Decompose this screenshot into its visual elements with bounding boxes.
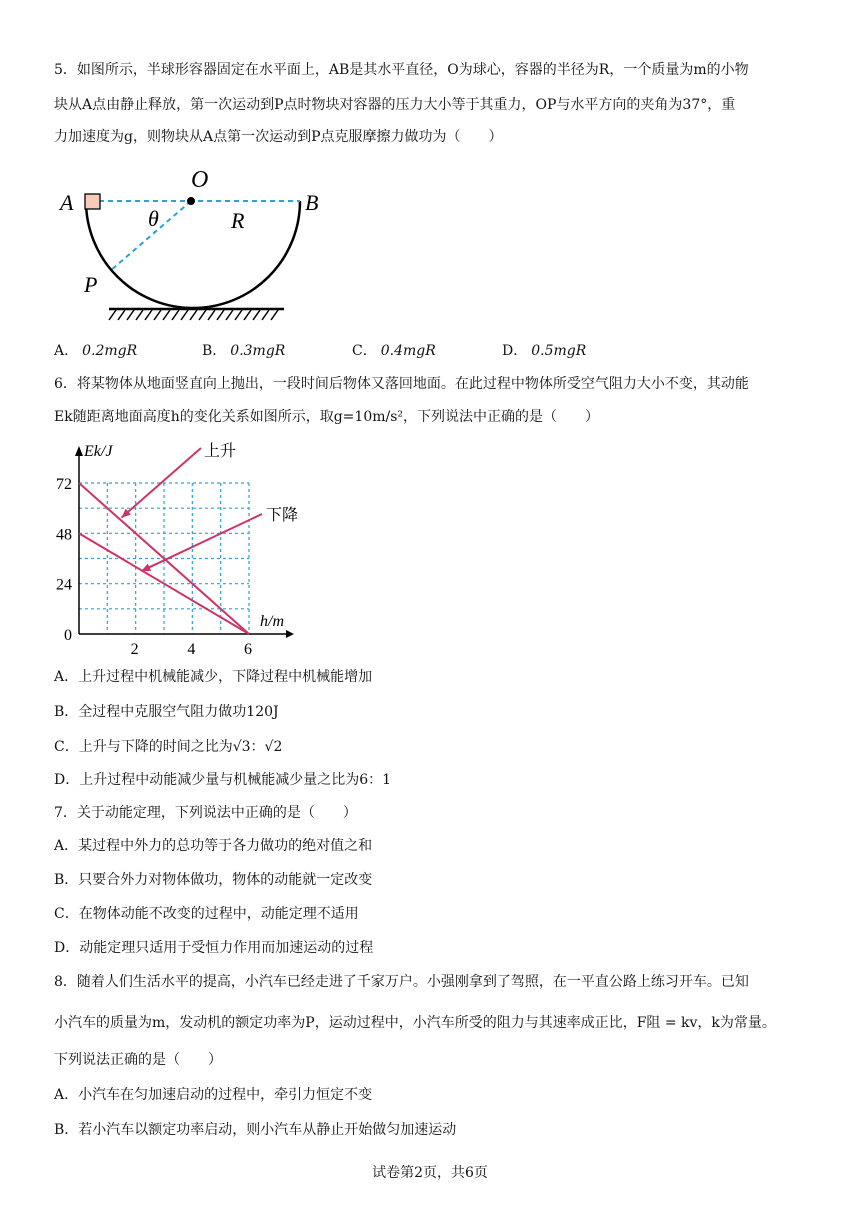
y-tick-label-48: 48 [56, 526, 72, 544]
y-axis-label: Ek/J [84, 443, 113, 460]
q6-option-c: C．上升与下降的时间之比为√3：√2 [54, 739, 283, 755]
chart-labels [56, 442, 298, 658]
x-tick-label-0: 0 [64, 627, 72, 644]
q7-option-c: C．在物体动能不改变的过程中，动能定理不适用 [54, 906, 359, 922]
x-tick-label-4: 4 [187, 641, 196, 658]
label-theta: θ [148, 206, 159, 231]
hatch-mark [154, 310, 161, 320]
x-axis-label: h/m [260, 613, 284, 630]
hemisphere-container [86, 201, 300, 308]
hatch-mark [163, 310, 170, 320]
label-r: R [231, 208, 245, 233]
q5-option-d-letter: D． [502, 343, 528, 359]
q7-option-b: B．只要合外力对物体做功，物体的动能就一定改变 [54, 872, 373, 888]
hatch-mark [181, 310, 188, 320]
q6-option-a: A．上升过程中机械能减少，下降过程中机械能增加 [54, 669, 373, 685]
q7-option-a: A．某过程中外力的总功等于各力做功的绝对值之和 [54, 838, 373, 854]
q5-option-a-letter: A． [54, 343, 79, 359]
q5-option-b-letter: B． [202, 343, 227, 359]
q5-stem-line2: 块从A点由静止释放，第一次运动到P点时物块对容器的压力大小等于其重力，OP与水平方向的夹角为37°，重 [54, 97, 736, 113]
q6-option-d: D．上升过程中动能减少量与机械能减少量之比为6：1 [54, 772, 392, 788]
q5-option-d [502, 340, 586, 360]
hatch-mark [109, 310, 116, 320]
q5-option-a-value: 0.2mgR [82, 343, 138, 359]
q8-option-a: A．小汽车在匀加速启动的过程中，牵引力恒定不变 [54, 1087, 373, 1103]
hatch-mark [190, 310, 197, 320]
hatch-mark [217, 310, 224, 320]
q5-stem-line3: 力加速度为g，则物块从A点第一次运动到P点克服摩擦力做功为（ ） [54, 129, 503, 145]
hatch-mark [262, 310, 269, 320]
hatch-mark [235, 310, 242, 320]
page-footer: 试卷第2页，共6页 [372, 1165, 488, 1181]
label-b: B [305, 190, 319, 215]
hatch-mark [208, 310, 215, 320]
hemisphere-figure [54, 160, 334, 330]
x-axis-arrow [286, 630, 294, 638]
q8-stem-line2: 小汽车的质量为m，发动机的额定功率为P，运动过程中，小汽车所受的阻力与其速率成正比，F阻 = kv，k为常量。 [54, 1015, 776, 1031]
hatch-mark [145, 310, 152, 320]
q5-option-a [54, 340, 137, 360]
q6-option-b: B．全过程中克服空气阻力做功120J [54, 704, 279, 720]
label-p: P [84, 272, 98, 297]
label-a: A [60, 190, 74, 215]
q5-stem-line1: 5．如图所示，半球形容器固定在水平面上，AB是其水平直径，O为球心，容器的半径为R，一个质量为m的小物 [54, 62, 749, 78]
hatch-mark [136, 310, 143, 320]
q5-option-b-value: 0.3mgR [230, 343, 286, 359]
y-tick-label-72: 72 [56, 476, 72, 493]
q5-option-d-value: 0.5mgR [531, 343, 587, 359]
q5-option-c-value: 0.4mgR [380, 343, 436, 359]
q7-stem: 7．关于动能定理，下列说法中正确的是（ ） [54, 805, 357, 821]
annotation-fall-label: 下降 [266, 507, 299, 524]
x-tick-label-6: 6 [244, 641, 252, 658]
y-axis-arrow [75, 446, 83, 456]
y-tick-label-24: 24 [56, 576, 72, 594]
q8-stem-line1: 8．随着人们生活水平的提高，小汽车已经走进了千家万户。小强刚拿到了驾照，在一平直公路上练习开车。已知 [54, 974, 749, 990]
annotation-arrow-fall [141, 514, 262, 571]
chart-series [79, 448, 262, 634]
x-tick-label-2: 2 [130, 641, 139, 658]
q5-option-b [202, 340, 285, 360]
block-at-a [85, 194, 100, 209]
annotation-rise-label: 上升 [204, 443, 237, 460]
ek-h-chart [54, 436, 324, 658]
q6-stem-line1: 6．将某物体从地面竖直向上抛出，一段时间后物体又落回地面。在此过程中物体所受空气阻力大小不变，其动能 [54, 376, 749, 392]
hatch-mark [118, 310, 125, 320]
q8-option-b: B．若小汽车以额定功率启动，则小汽车从静止开始做匀加速运动 [54, 1122, 457, 1138]
ground-hatch [109, 310, 278, 320]
center-o-dot [187, 197, 195, 205]
q8-stem-line3: 下列说法正确的是（ ） [54, 1052, 222, 1068]
hatch-mark [253, 310, 260, 320]
hatch-mark [172, 310, 179, 320]
q7-option-d: D．动能定理只适用于受恒力作用而加速运动的过程 [54, 940, 374, 956]
q5-option-c [352, 340, 436, 360]
label-o: O [191, 167, 209, 193]
hatch-mark [127, 310, 134, 320]
hatch-mark [244, 310, 251, 320]
q5-option-c-letter: C． [352, 343, 377, 359]
hatch-mark [199, 310, 206, 320]
q6-stem-line2: Ek随距离地面高度h的变化关系如图所示，取g=10m/s²，下列说法中正确的是（ ） [54, 409, 600, 425]
hatch-mark [271, 310, 278, 320]
hatch-mark [226, 310, 233, 320]
